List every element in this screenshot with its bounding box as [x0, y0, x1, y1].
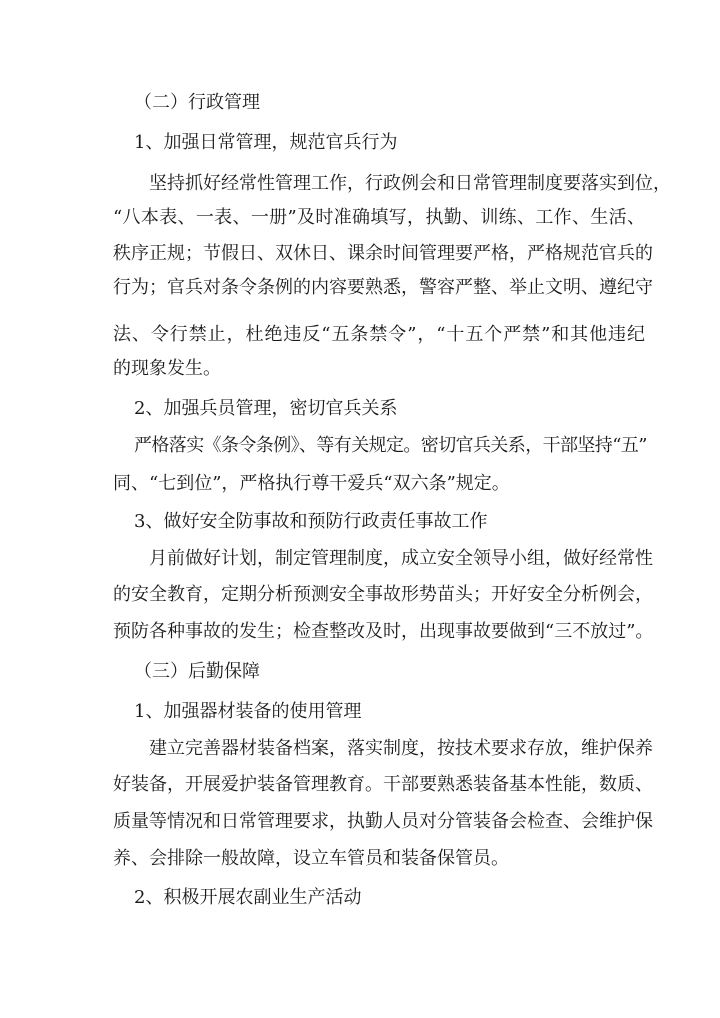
paragraph-line: 的现象发生。 [113, 358, 221, 379]
paragraph-line: “八本表、一表、一册”及时准确填写，执勤、训练、工作、生活、 [113, 207, 645, 228]
subsection-title-daily-management: 1、加强日常管理，规范官兵行为 [134, 132, 398, 153]
subsection-title-equipment: 1、加强器材装备的使用管理 [134, 701, 362, 722]
paragraph-line: 同、“七到位”，严格执行尊干爱兵“双六条”规定。 [113, 473, 510, 494]
paragraph-line: 秩序正规；节假日、双休日、课余时间管理要严格，严格规范官兵的 [113, 243, 653, 264]
section-heading-logistics: （三）后勤保障 [134, 661, 260, 682]
paragraph-line: 法、令行禁止，杜绝违反“五条禁令”，“十五个严禁”和其他违纪 [113, 324, 645, 345]
paragraph-line: 行为；官兵对条令条例的内容要熟悉，警容严整、举止文明、遵纪守 [113, 277, 653, 298]
paragraph-line: 预防各种事故的发生；检查整改及时，出现事故要做到“三不放过”。 [113, 621, 654, 642]
paragraph-line: 的安全教育，定期分析预测安全事故形势苗头；开好安全分析例会， [113, 584, 653, 605]
paragraph-line: 坚持抓好经常性管理工作，行政例会和日常管理制度要落实到位， [149, 173, 671, 194]
section-heading-admin: （二）行政管理 [134, 92, 260, 113]
subsection-title-farming: 2、积极开展农副业生产活动 [134, 887, 362, 908]
paragraph-line: 好装备，开展爱护装备管理教育。干部要熟悉装备基本性能，数质、 [113, 774, 653, 795]
paragraph-line: 质量等情况和日常管理要求，执勤人员对分管装备会检查、会维护保 [113, 811, 653, 832]
subsection-title-safety: 3、做好安全防事故和预防行政责任事故工作 [134, 511, 488, 532]
paragraph-line: 月前做好计划，制定管理制度，成立安全领导小组，做好经常性 [149, 548, 653, 569]
subsection-title-personnel-management: 2、加强兵员管理，密切官兵关系 [134, 398, 398, 419]
paragraph-line: 严格落实《条令条例》、等有关规定。密切官兵关系，干部坚持“五” [134, 435, 647, 456]
paragraph-line: 养、会排除一般故障，设立车管员和装备保管员。 [113, 848, 509, 869]
paragraph-line: 建立完善器材装备档案，落实制度，按技术要求存放，维护保养 [149, 738, 653, 759]
